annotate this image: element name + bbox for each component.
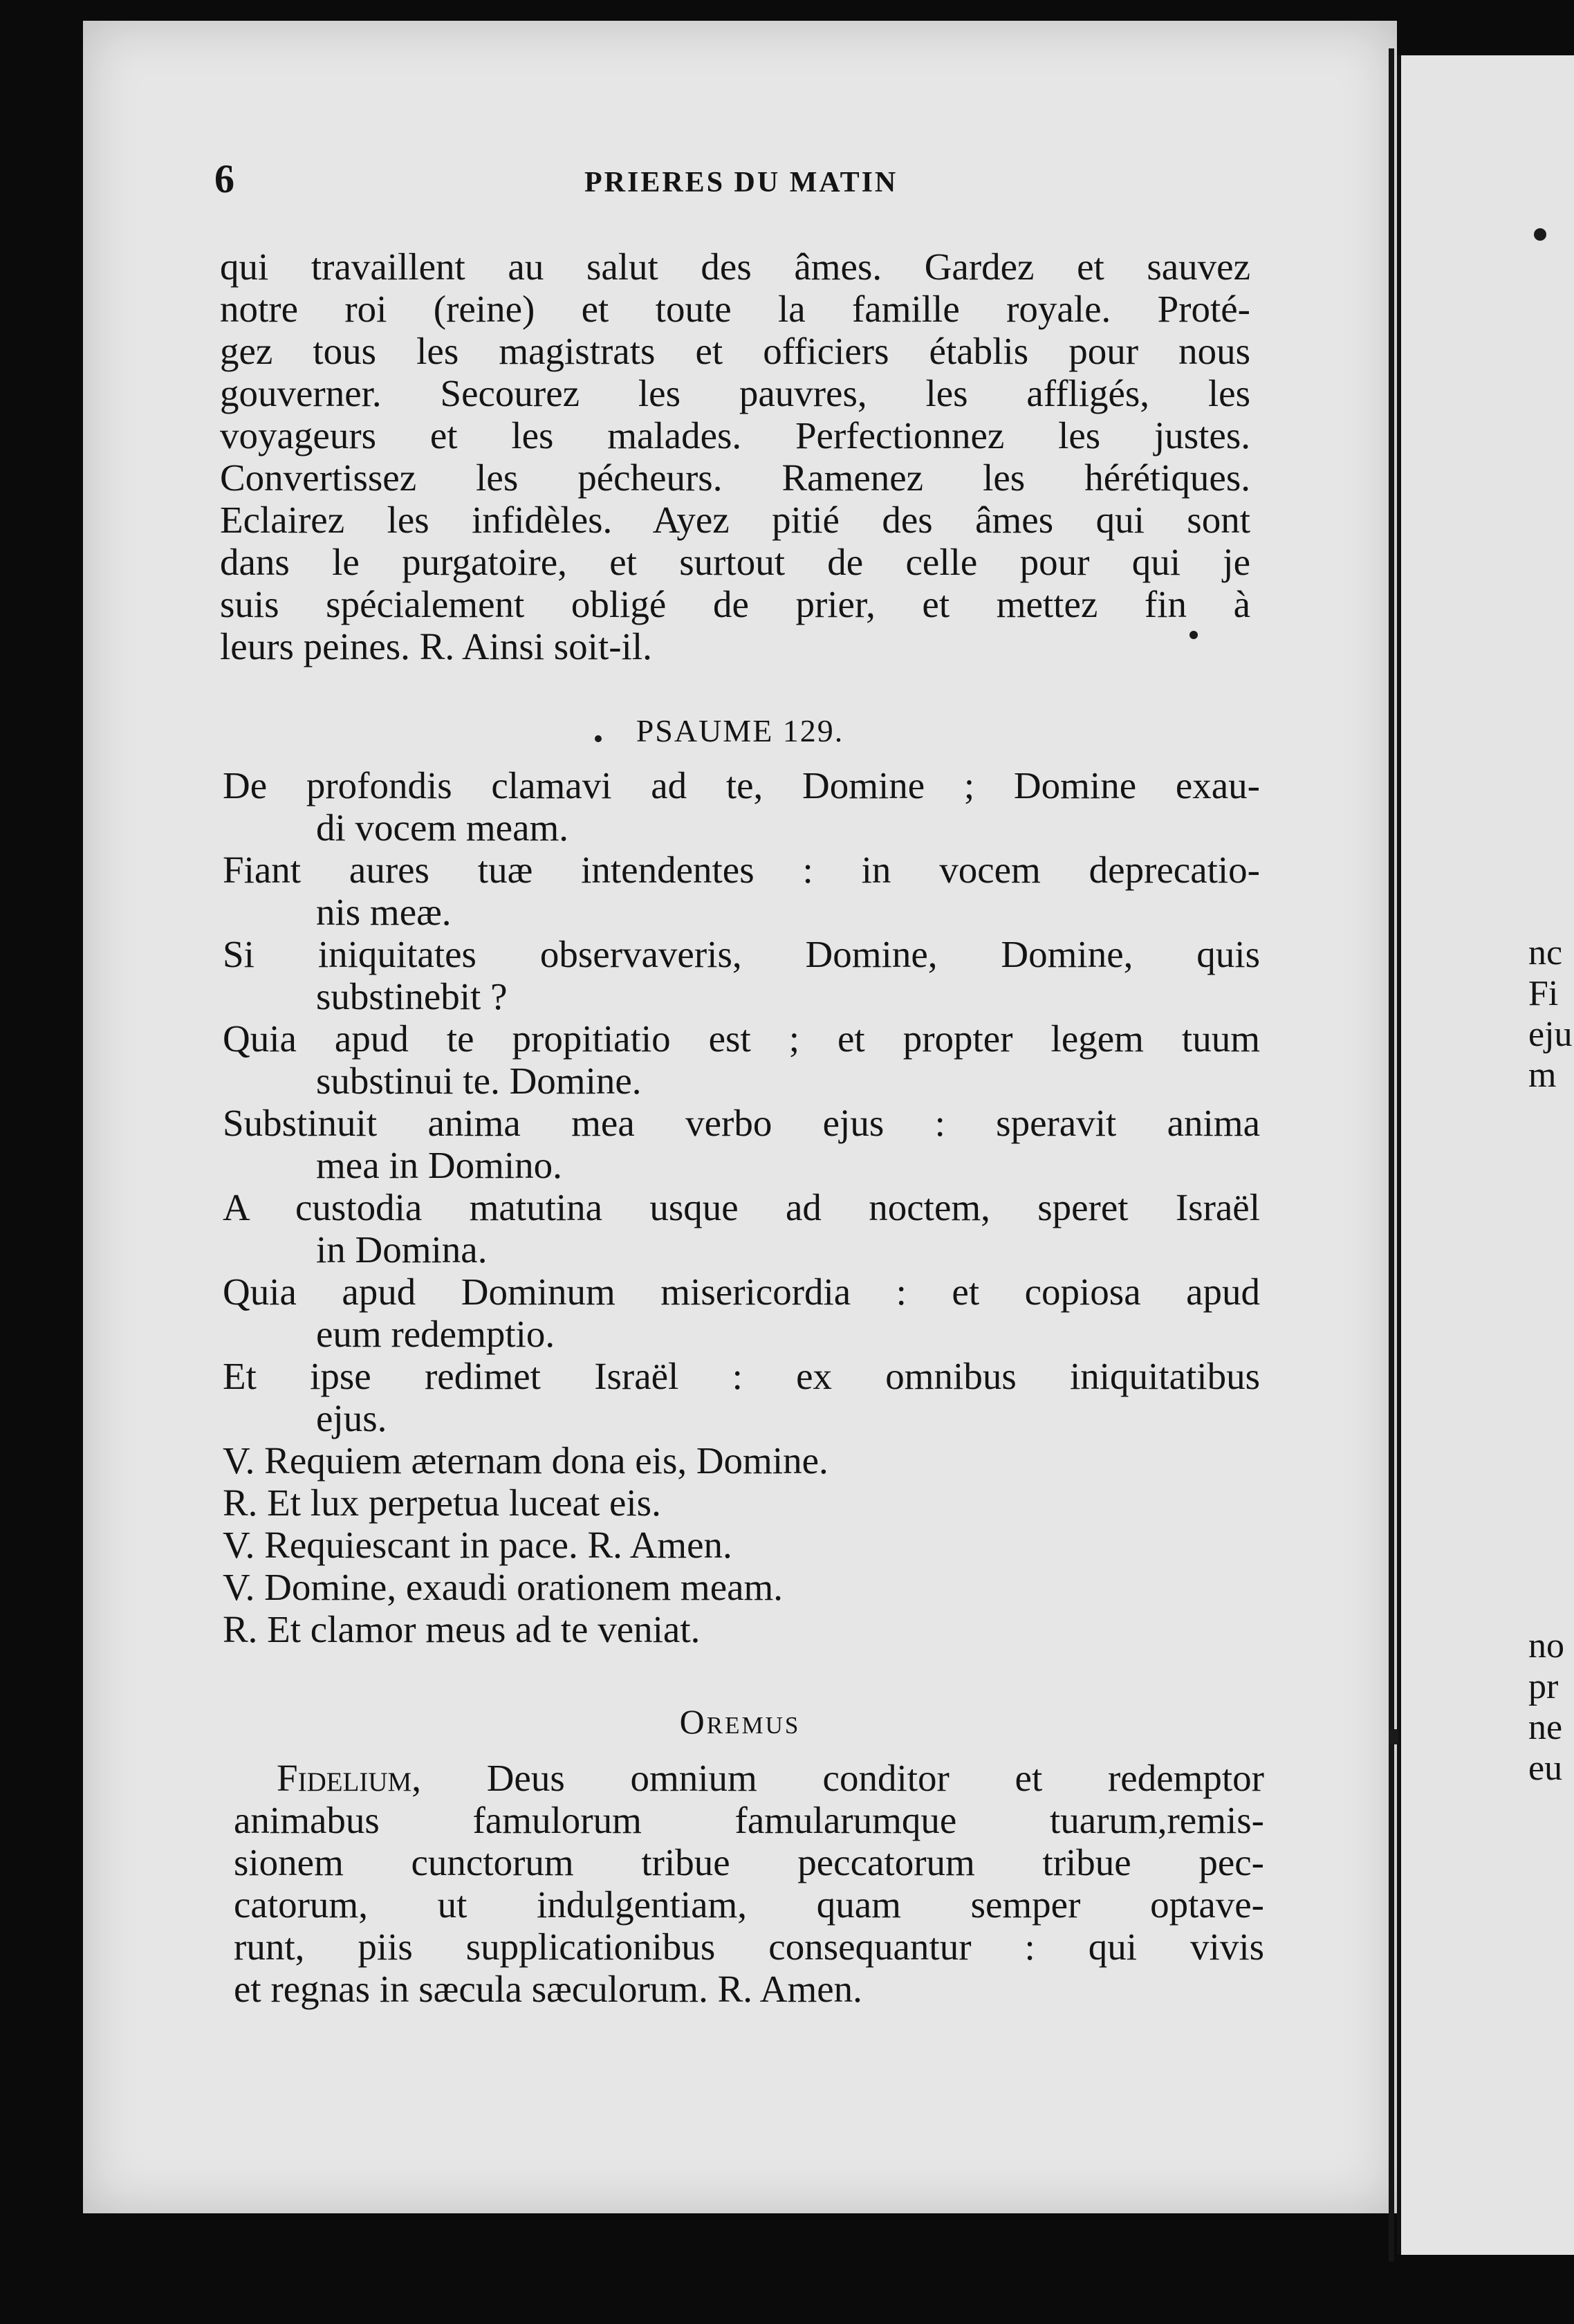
text-line: Eclairez les infidèles. Ayez pitié des âmes qui sont bbox=[220, 499, 1250, 541]
verse-continuation: nis meæ. bbox=[316, 891, 452, 933]
ink-speck bbox=[1389, 1729, 1398, 1744]
response-line: R. Et clamor meus ad te veniat. bbox=[223, 1608, 701, 1650]
verse-continuation: eum redemptio. bbox=[316, 1313, 555, 1355]
fragment-line: eju bbox=[1528, 1015, 1573, 1054]
facing-page-fragment-group-1 bbox=[1528, 932, 1573, 1096]
verse-line: Quia apud Dominum misericordia : et copiosa apud bbox=[223, 1271, 1260, 1313]
text-line: et regnas in sæcula sæculorum. R. Amen. bbox=[234, 1968, 862, 2010]
verse-line: Substinuit anima mea verbo ejus : speravit anima bbox=[223, 1102, 1260, 1144]
psalm-title: PSAUME 129. bbox=[636, 713, 844, 748]
collect-prayer bbox=[234, 1757, 1264, 2010]
collect-first-line bbox=[234, 1757, 1264, 1799]
text-line: voyageurs et les malades. Perfectionnez les justes. bbox=[220, 414, 1250, 456]
text-line: notre roi (reine) et toute la famille royale. Proté- bbox=[220, 288, 1250, 330]
verse-continuation: mea in Domino. bbox=[316, 1144, 562, 1186]
verse-line: Si iniquitates observaveris, Domine, Domine, quis bbox=[223, 933, 1260, 975]
collect-first-word: Fidelium, bbox=[277, 1757, 421, 1799]
ink-speck bbox=[1534, 228, 1546, 241]
verse-continuation: substinui te. Domine. bbox=[316, 1060, 642, 1102]
versicle-line: V. Requiescant in pace. R. Amen. bbox=[223, 1524, 732, 1566]
verse-line: Quia apud te propitiatio est ; et propter legem tuum bbox=[223, 1017, 1260, 1060]
text-line: gez tous les magistrats et officiers établis pour nous bbox=[220, 330, 1250, 372]
text-line: qui travaillent au salut des âmes. Gardez et sauvez bbox=[220, 246, 1250, 288]
fragment-line: m bbox=[1528, 1055, 1557, 1095]
running-title: PRIERES DU MATIN bbox=[584, 167, 898, 199]
text-line: gouverner. Secourez les pauvres, les affligés, les bbox=[220, 372, 1250, 414]
fragment-line: eu bbox=[1528, 1749, 1563, 1788]
text-line: leurs peines. R. Ainsi soit-il. bbox=[220, 625, 652, 667]
facing-page-fragment-group-2 bbox=[1528, 1625, 1564, 1789]
psalm-verses bbox=[223, 764, 1260, 1650]
versicle-line: V. Requiem æternam dona eis, Domine. bbox=[223, 1439, 828, 1482]
text-line: sionem cunctorum tribue peccatorum tribue pec- bbox=[234, 1841, 1264, 1883]
verse-line: A custodia matutina usque ad noctem, speret Israël bbox=[223, 1186, 1260, 1228]
text-line: dans le purgatoire, et surtout de celle pour qui je bbox=[220, 541, 1250, 583]
verse-continuation: ejus. bbox=[316, 1397, 387, 1439]
response-line: R. Et lux perpetua luceat eis. bbox=[223, 1482, 661, 1524]
fragment-line: nc bbox=[1528, 933, 1563, 972]
fragment-line: no bbox=[1528, 1626, 1564, 1666]
intro-paragraph bbox=[220, 246, 1250, 667]
collect-first-line-text: Deus omnium conditor et redemptor bbox=[420, 1757, 1264, 1799]
ink-speck bbox=[595, 735, 602, 742]
fragment-line: Fi bbox=[1528, 974, 1559, 1013]
text-line: suis spécialement obligé de prier, et mettez fin à bbox=[220, 583, 1250, 625]
versicle-line: V. Domine, exaudi orationem meam. bbox=[223, 1566, 784, 1608]
verse-continuation: di vocem meam. bbox=[316, 806, 569, 849]
verse-line: Et ipse redimet Israël : ex omnibus iniquitatibus bbox=[223, 1355, 1260, 1397]
text-line: Convertissez les pécheurs. Ramenez les hérétiques. bbox=[220, 456, 1250, 499]
text-line: runt, piis supplicationibus consequantur : qui vivis bbox=[234, 1926, 1264, 1968]
ink-speck bbox=[1189, 631, 1198, 639]
fragment-line: ne bbox=[1528, 1708, 1563, 1747]
text-line: animabus famulorum famularumque tuarum,remis- bbox=[234, 1799, 1264, 1841]
page-number: 6 bbox=[214, 156, 234, 201]
verse-line: De profondis clamavi ad te, Domine ; Domine exau- bbox=[223, 764, 1260, 806]
verse-continuation: substinebit ? bbox=[316, 975, 508, 1017]
verse-line: Fiant aures tuæ intendentes : in vocem deprecatio- bbox=[223, 849, 1260, 891]
verse-continuation: in Domina. bbox=[316, 1228, 488, 1271]
oremus-heading: Oremus bbox=[679, 1702, 801, 1741]
book-gutter bbox=[1389, 48, 1394, 2262]
fragment-line: pr bbox=[1528, 1667, 1559, 1706]
right-page-edge bbox=[1397, 55, 1574, 2255]
text-line: catorum, ut indulgentiam, quam semper optave- bbox=[234, 1883, 1264, 1926]
